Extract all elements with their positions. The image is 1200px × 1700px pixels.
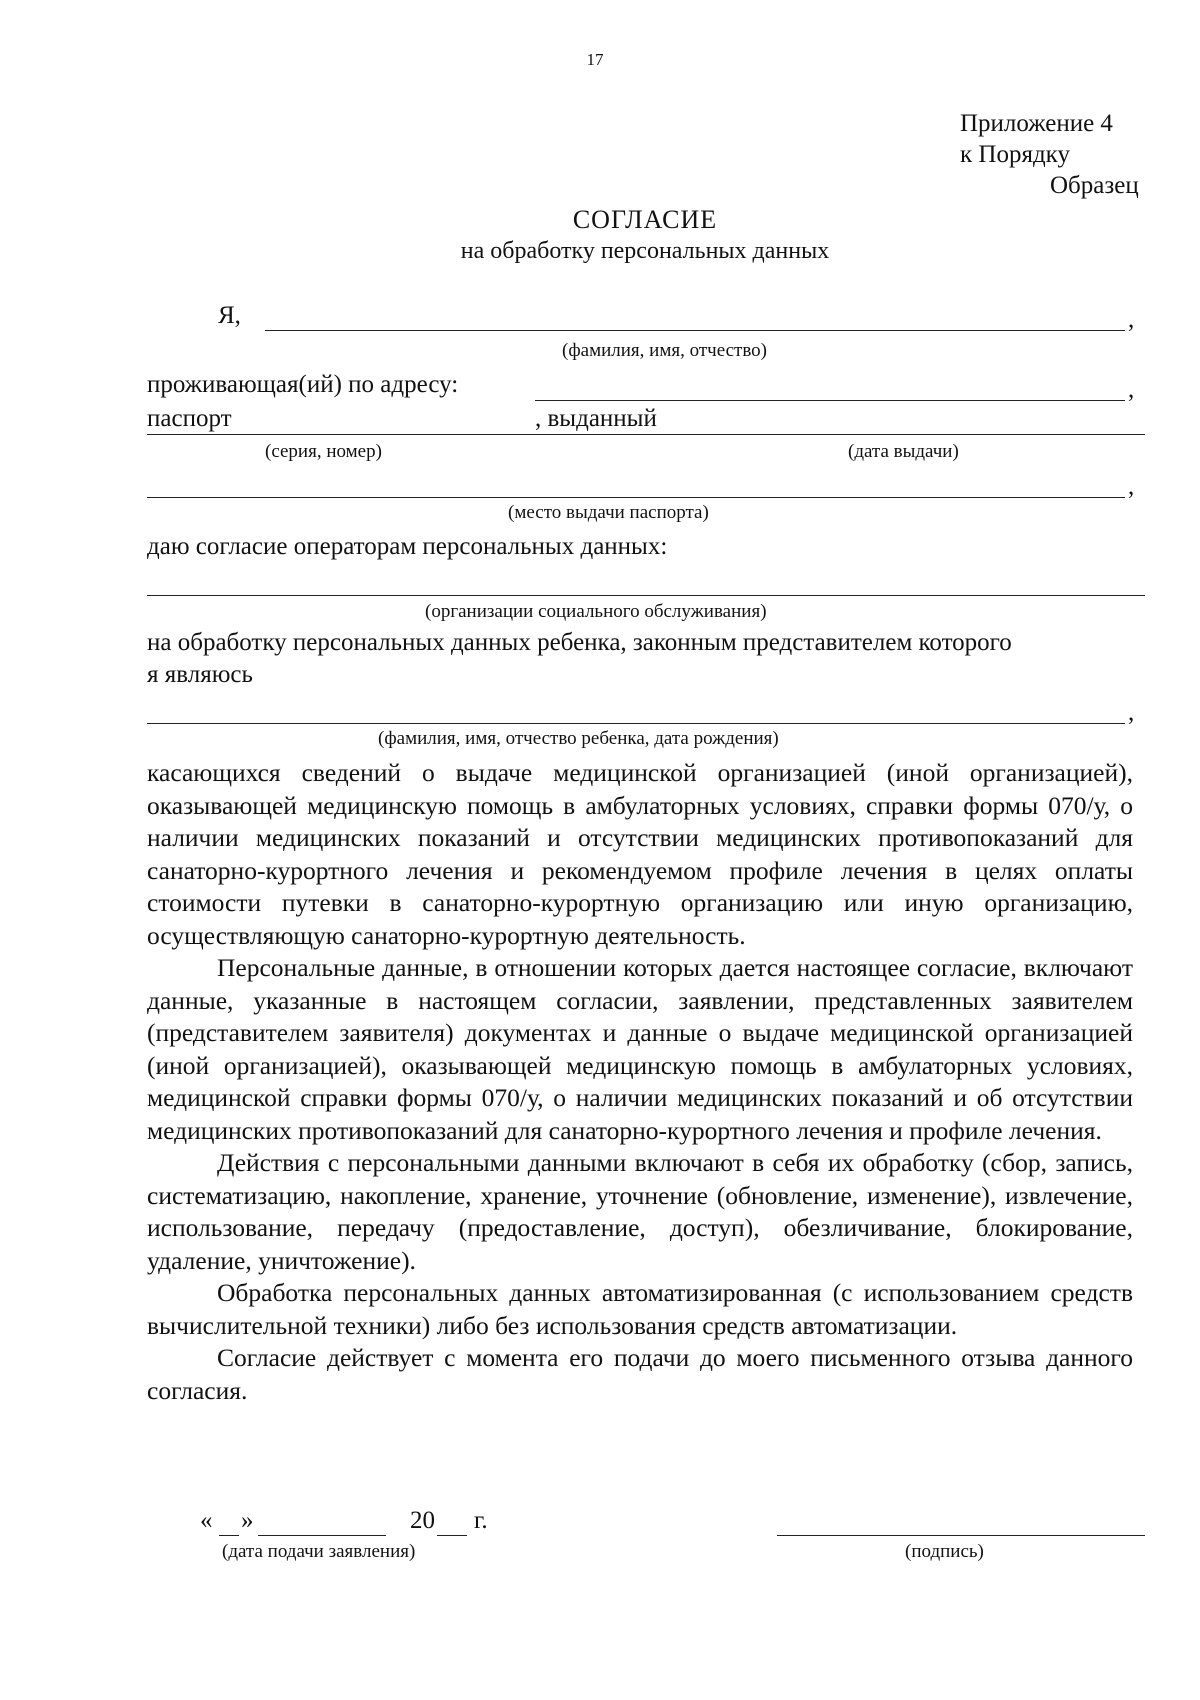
issued-label: , выданный [535,405,657,432]
fio-field[interactable] [265,330,1125,331]
issue-place-caption: (место выдачи паспорта) [508,502,709,523]
date-year-field[interactable] [437,1535,467,1536]
organization-caption: (организации социального обслуживания) [425,601,767,622]
address-field[interactable] [535,400,1125,401]
annex-line-1: Приложение 4 [960,110,1113,137]
address-label: проживающая(ий) по адресу: [147,371,459,398]
child-field[interactable] [147,723,1125,724]
fio-caption: (фамилия, имя, отчество) [562,340,768,361]
paragraph-2: Персональные данные, в отношении которых дается настоящее согласие, включают данные, указанные в настоящем согласии, заявлении, представленных заявителем (представителем заявителя) документах и данные о выдаче медицинской организацией (иной организацией), оказывающей медицинскую помощь в амбулаторных условиях, медицинской справки формы 070/у, о наличии медицинских показаний и об отсутствии медицинских противопоказаний для санаторно-курортного лечения и профиле лечения. [147,953,1133,1145]
document-title: СОГЛАСИЕ [572,205,718,234]
comma: , [1128,306,1135,333]
date-quote-open: « [200,1507,213,1534]
annex-line-2: к Порядку [960,141,1070,168]
date-caption: (дата подачи заявления) [222,1541,416,1562]
signature-field[interactable] [777,1535,1145,1536]
passport-label: паспорт [147,405,232,432]
paragraph-1: касающихся сведений о выдаче медицинской организацией (иной организацией), оказывающей медицинскую помощь в амбулаторных условиях, справки формы 070/у, о наличии медицинских показаний и отсутствии медицинских противопоказаний для санаторно-курортного лечения и рекомендуемом профиле лечения в целях оплаты стоимости путевки в санаторно-курортную организацию или иную организацию, осуществляющую санаторно-курортную деятельность. [147,758,1133,950]
date-month-field[interactable] [258,1535,386,1536]
issue-date-caption: (дата выдачи) [848,441,959,462]
child-text-line-2: я являюсь [147,661,253,688]
annex-reference [960,108,1113,170]
date-quote-close: » [241,1507,254,1534]
organization-field[interactable] [147,595,1145,596]
body-text [147,757,1133,1407]
i-label: Я, [218,302,241,329]
year-prefix: 20 [410,1507,435,1534]
child-text-line-1: на обработку персональных данных ребенка, законным представителем которого [147,629,1012,656]
issue-place-field[interactable] [147,497,1125,498]
paragraph-5: Согласие действует с момента его подачи до моего письменного отзыва данного согласия. [147,1343,1133,1405]
consent-label: даю согласие операторам персональных данных: [147,533,668,560]
date-day-field[interactable] [219,1535,239,1536]
year-suffix: г. [474,1507,488,1534]
passport-field[interactable] [147,434,1145,435]
comma: , [1128,699,1135,726]
comma: , [1128,376,1135,403]
series-caption: (серия, номер) [265,441,382,462]
paragraph-3: Действия с персональными данными включают в себя их обработку (сбор, запись, систематизацию, накопление, хранение, уточнение (обновление, изменение), извлечение, использование, передачу (предоставление, доступ), обезличивание, блокирование, удаление, уничтожение). [147,1148,1133,1275]
child-caption: (фамилия, имя, отчество ребенка, дата рождения) [378,728,779,749]
paragraph-4: Обработка персональных данных автоматизированная (с использованием средств вычислительной техники) либо без использования средств автоматизации. [147,1278,1133,1340]
comma: , [1128,473,1135,500]
signature-caption: (подпись) [905,1541,984,1562]
sample-label: Образец [1050,172,1139,199]
page-number: 17 [586,50,604,69]
document-subtitle: на обработку персональных данных [460,238,830,264]
